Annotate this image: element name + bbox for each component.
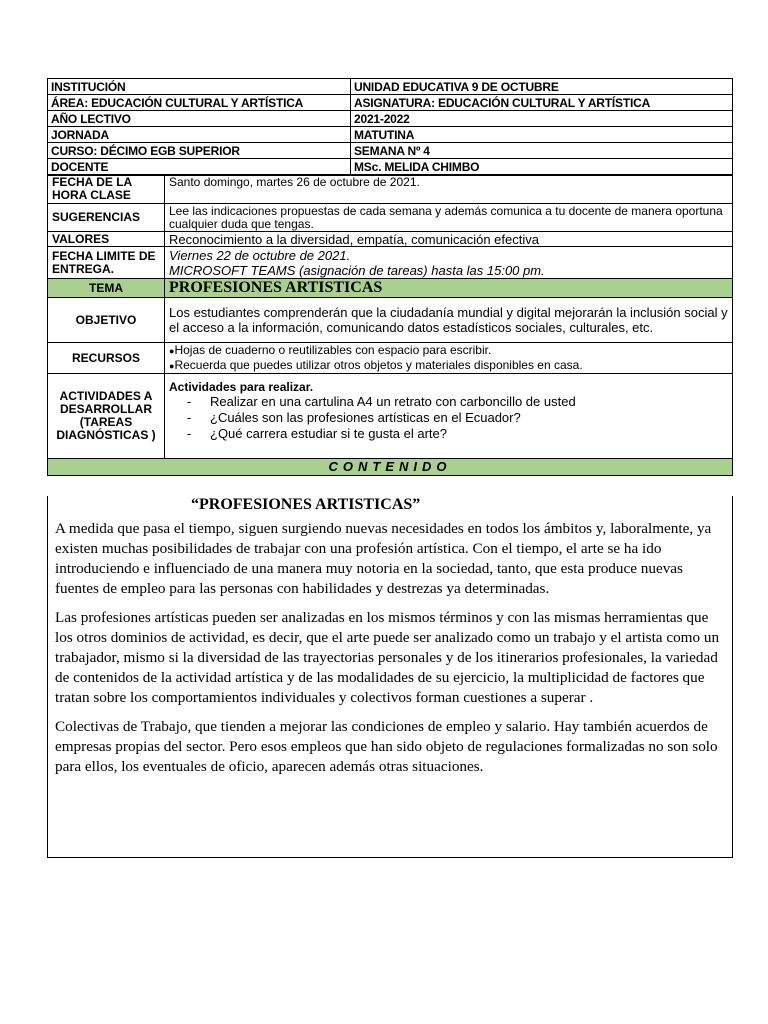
objetivo-label: OBJETIVO bbox=[48, 298, 165, 343]
valores-row bbox=[48, 232, 733, 247]
header-row bbox=[48, 79, 733, 95]
header-row bbox=[48, 111, 733, 127]
fecha-limite-label: FECHA LIMITE DE ENTREGA. bbox=[48, 247, 165, 279]
contenido-paragraph: Las profesiones artísticas pueden ser analizadas en los mismos términos y con las mismas herramientas que los otros dominios de actividad, es decir, que el arte puede ser analizado como un trabajo y el artista como un trabajador, mismo si la diversidad de las trayectorias personales y de los itinerarios profesionales, la variedad de contenidos de la actividad artística y de las modalidades de su ejercicio, la multiplicidad de factores que tratan sobre los comportamientos individuales y colectivos forman cuestiones a superar . bbox=[55, 609, 720, 706]
header-info-table bbox=[47, 78, 733, 175]
sugerencias-label: SUGERENCIAS bbox=[48, 204, 165, 232]
header-row bbox=[48, 127, 733, 143]
recursos-list bbox=[169, 343, 728, 373]
contenido-box bbox=[47, 496, 733, 858]
anio-lectivo-label: AÑO LECTIVO bbox=[48, 111, 351, 127]
list-item: - ¿Cuáles son las profesiones artísticas en el Ecuador? bbox=[187, 410, 728, 426]
recursos-row bbox=[48, 343, 733, 374]
list-item: - Realizar en una cartulina A4 un retrato con carboncillo de usted bbox=[187, 394, 728, 410]
fecha-label: FECHA DE LA HORA CLASE bbox=[48, 176, 165, 204]
list-item: ● Recuerda que puedes utilizar otros objetos y materiales disponibles en casa. bbox=[169, 358, 728, 373]
sugerencias-row bbox=[48, 204, 733, 232]
contenido-header-row bbox=[48, 459, 733, 476]
fecha-value: Santo domingo, martes 26 de octubre de 2021. bbox=[165, 176, 733, 204]
actividades-label: ACTIVIDADES A DESARROLLAR (TAREAS DIAGNÓSTICAS ) bbox=[48, 374, 165, 459]
curso-label: CURSO: DÉCIMO EGB SUPERIOR bbox=[48, 143, 351, 159]
valores-value: Reconocimiento a la diversidad, empatía, comunicación efectiva bbox=[165, 232, 733, 247]
docente-label: DOCENTE bbox=[48, 159, 351, 175]
header-row bbox=[48, 95, 733, 111]
area-label: ÁREA: EDUCACIÓN CULTURAL Y ARTÍSTICA bbox=[48, 95, 351, 111]
lesson-plan-sheet bbox=[47, 78, 733, 858]
tema-label: TEMA bbox=[48, 279, 165, 298]
actividades-row bbox=[48, 374, 733, 459]
contenido-paragraph: A medida que pasa el tiempo, siguen surgiendo nuevas necesidades en todos los ámbitos y, laboralmente, ya existen muchas posibilidades de trabajar con una profesión artística. Con el tiempo, el arte se ha ido introduciendo e influenciado de una manera muy notoria en la sociedad, tanto, que esta produce nuevas fuentes de empleo para las personas con habilidades y destrezas ya determinadas. bbox=[55, 520, 712, 597]
institucion-value: UNIDAD EDUCATIVA 9 DE OCTUBRE bbox=[351, 79, 733, 95]
contenido-header: CONTENIDO bbox=[48, 459, 733, 476]
objetivo-value: Los estudiantes comprenderán que la ciudadanía mundial y digital mejorarán la inclusión social y el acceso a la información, comunicando datos estadísticos sociales, culturales, etc. bbox=[165, 298, 733, 343]
semana-value: SEMANA Nº 4 bbox=[351, 143, 733, 159]
recursos-value bbox=[165, 343, 733, 374]
actividades-title: Actividades para realizar. bbox=[169, 380, 314, 394]
jornada-value: MATUTINA bbox=[351, 127, 733, 143]
anio-lectivo-value: 2021-2022 bbox=[351, 111, 733, 127]
objetivo-row bbox=[48, 298, 733, 343]
header-row bbox=[48, 159, 733, 175]
valores-label: VALORES bbox=[48, 232, 165, 247]
docente-value: MSc. MELIDA CHIMBO bbox=[351, 159, 733, 175]
fecha-limite-row bbox=[48, 247, 733, 279]
actividades-value bbox=[165, 374, 733, 459]
header-row bbox=[48, 143, 733, 159]
fecha-limite-platform: MICROSOFT TEAMS (asignación de tareas) hasta las 15:00 pm. bbox=[169, 262, 545, 278]
institucion-label: INSTITUCIÓN bbox=[48, 79, 351, 95]
sugerencias-value: Lee las indicaciones propuestas de cada semana y además comunica a tu docente de manera oportuna cualquier duda que tengas. bbox=[165, 204, 733, 232]
fecha-limite-date: Viernes 22 de octubre de 2021. bbox=[169, 247, 351, 263]
tema-row bbox=[48, 279, 733, 298]
contenido-title: “PROFESIONES ARTISTICAS” bbox=[191, 496, 421, 513]
recursos-label: RECURSOS bbox=[48, 343, 165, 374]
jornada-label: JORNADA bbox=[48, 127, 351, 143]
list-item: - ¿Qué carrera estudiar si te gusta el arte? bbox=[187, 426, 728, 442]
actividades-list bbox=[169, 394, 728, 442]
details-table bbox=[47, 175, 733, 476]
fecha-row bbox=[48, 176, 733, 204]
fecha-limite-value bbox=[165, 247, 733, 279]
list-item: ● Hojas de cuaderno o reutilizables con espacio para escribir. bbox=[169, 343, 728, 358]
tema-value: PROFESIONES ARTISTICAS bbox=[165, 279, 733, 298]
contenido-paragraph: Colectivas de Trabajo, que tienden a mejorar las condiciones de empleo y salario. Hay también acuerdos de empresas propias del sector. Pero esos empleos que han sido objeto de regulaciones formalizadas no son solo para ellos, los eventuales de oficio, aparecen además otras situaciones. bbox=[55, 718, 718, 775]
asignatura-value: ASIGNATURA: EDUCACIÓN CULTURAL Y ARTÍSTICA bbox=[351, 95, 733, 111]
